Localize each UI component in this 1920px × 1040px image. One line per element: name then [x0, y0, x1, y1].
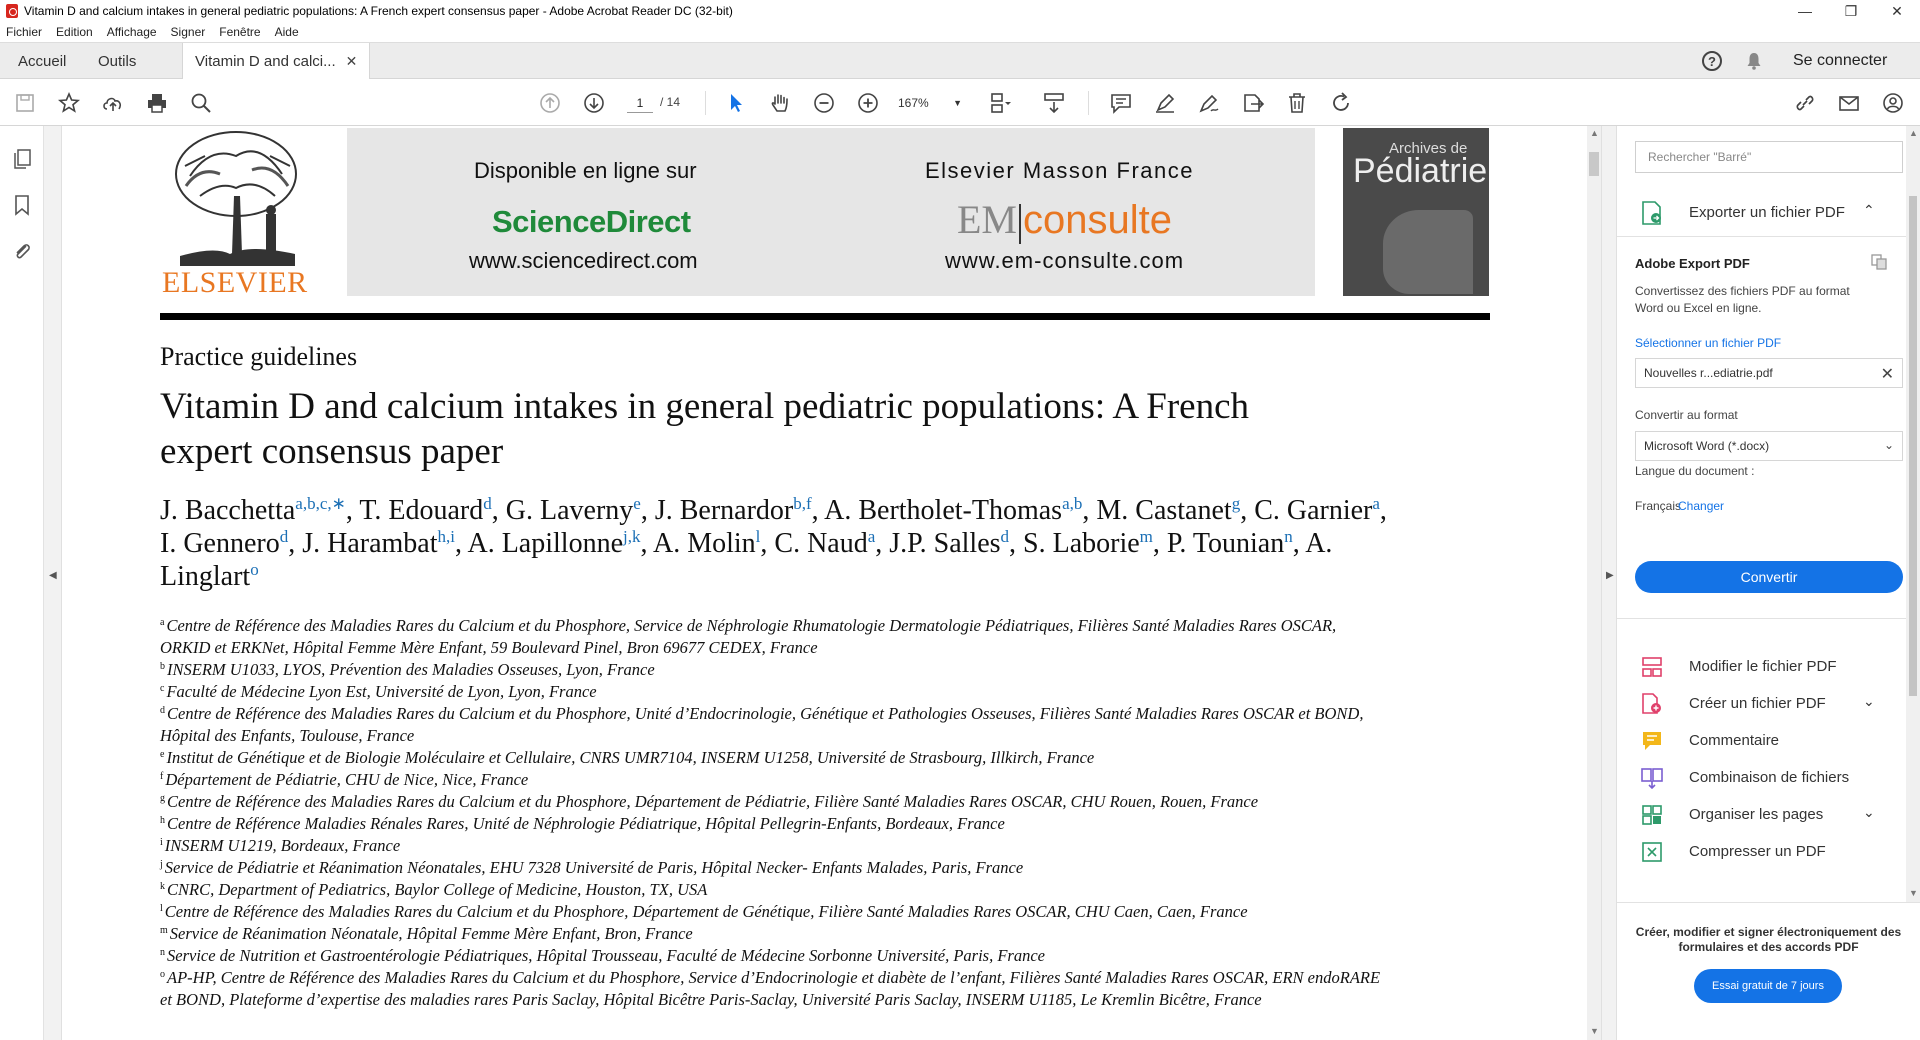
chevron-right-icon: ▶ — [1606, 570, 1614, 581]
promo-footer — [1617, 902, 1920, 1040]
author-name: M. Castanet — [1096, 495, 1232, 526]
author-list — [160, 494, 1390, 593]
consulte-logo-text: consulte — [1023, 198, 1172, 242]
search-icon[interactable] — [188, 90, 214, 116]
page-number-input[interactable]: 1 — [627, 93, 653, 113]
publisher-name: Elsevier Masson France — [925, 158, 1194, 183]
author-name: G. Laverny — [505, 495, 634, 526]
affiliation-text: INSERM U1219, Bordeaux, France — [164, 836, 401, 855]
convert-format-label: Convertir au format — [1635, 408, 1738, 422]
comment-tool-icon — [1641, 730, 1663, 752]
tool-combine-files[interactable] — [1635, 763, 1903, 793]
scroll-up-arrow[interactable]: ▲ — [1909, 128, 1918, 138]
elsevier-wordmark: ELSEVIER — [162, 266, 308, 299]
acrobat-app-icon — [6, 4, 18, 18]
author-separator: , — [1240, 495, 1255, 526]
left-nav-rail — [0, 126, 44, 1040]
author-name: T. Edouard — [359, 495, 484, 526]
affiliation-key: l — [160, 903, 163, 914]
affiliation-text: Faculté de Médecine Lyon Est, Université de Lyon, Lyon, France — [166, 682, 597, 701]
affiliation-key: g — [160, 793, 165, 804]
tool-label: Commentaire — [1689, 732, 1780, 749]
author-name: P. Tounian — [1166, 528, 1285, 559]
help-icon[interactable]: ? — [1702, 51, 1722, 71]
close-window-button[interactable]: ✕ — [1891, 2, 1903, 19]
convert-button[interactable]: Convertir — [1635, 561, 1903, 593]
author-separator: , — [288, 528, 303, 559]
page-total: / 14 — [660, 95, 681, 109]
affiliation-item — [160, 747, 1390, 769]
tool-label: Modifier le fichier PDF — [1689, 658, 1837, 675]
author-affiliation-marker[interactable]: d — [1000, 527, 1010, 546]
header-rule — [160, 313, 1490, 320]
comment-icon[interactable] — [1108, 90, 1134, 116]
divider — [1617, 618, 1906, 619]
restore-button[interactable]: ❐ — [1844, 2, 1858, 19]
author-name: J. Bacchetta — [160, 495, 296, 526]
affiliation-text: Service de Réanimation Néonatale, Hôpital Femme Mère Enfant, Bron, France — [169, 924, 693, 943]
zoom-in-icon[interactable] — [855, 90, 881, 116]
affiliation-item — [160, 615, 1390, 659]
scroll-up-arrow[interactable]: ▲ — [1590, 128, 1599, 138]
affiliation-item — [160, 835, 1390, 857]
attachment-icon[interactable] — [12, 240, 32, 262]
toolbar-divider — [705, 91, 706, 115]
right-panel-toggle[interactable] — [1601, 126, 1617, 1040]
selected-file-field[interactable] — [1635, 358, 1903, 388]
export-pdf-description: Convertissez des fichiers PDF au format Word ou Excel en ligne. — [1635, 284, 1850, 315]
author-name: A. Molin — [652, 528, 756, 559]
sign-icon[interactable] — [1196, 90, 1222, 116]
author-separator: , — [1292, 528, 1306, 559]
author-affiliation-marker[interactable]: j,k — [623, 527, 641, 546]
affiliation-text: INSERM U1033, LYOS, Prévention des Maladies Osseuses, Lyon, France — [167, 660, 655, 679]
affiliation-item — [160, 967, 1390, 1011]
divider — [1617, 236, 1906, 237]
tab-close-icon[interactable]: ✕ — [345, 53, 358, 69]
bookmark-icon[interactable] — [12, 194, 32, 216]
affiliation-text: Centre de Référence des Maladies Rares du Calcium et du Phosphore, Département de Pédiatrie, Filière Santé Maladies Rares OSCAR, CHU Rouen, Rouen, France — [167, 792, 1259, 811]
tab-accueil[interactable]: Accueil — [18, 52, 67, 70]
online-availability-banner — [347, 128, 1315, 296]
affiliation-item — [160, 703, 1390, 747]
tab-document-label: Vitamin D and calci... — [195, 53, 336, 70]
journal-cover-prefix: Archives de — [1389, 140, 1468, 157]
affiliation-key: o — [160, 969, 165, 980]
affiliation-key: n — [160, 947, 165, 958]
sciencedirect-logo: ScienceDirect — [492, 204, 691, 239]
author-name: A. Lapillonne — [467, 528, 624, 559]
tool-comment[interactable] — [1635, 726, 1903, 756]
chevron-down-icon: ⌄ — [1883, 438, 1894, 452]
title-bar — [0, 0, 1920, 22]
pages-thumbnail-icon[interactable] — [12, 148, 32, 170]
author-name: C. Garnier — [1254, 495, 1373, 526]
affiliation-text: Centre de Référence des Maladies Rares du Calcium et du Phosphore, Service de Néphrologie Rhumatologie Dermatologie Pédiatriques, Filières Santé Maladies Rares OSCAR, ORKID et ERKNet, Hôpital Femme Mère Enfant, 59 Boulevard Pinel, Bron 69677 CEDEX, France — [160, 616, 1337, 657]
author-affiliation-marker[interactable]: l — [755, 527, 761, 546]
delete-icon[interactable] — [1284, 90, 1310, 116]
tool-search-input[interactable]: Rechercher "Barré" — [1635, 141, 1903, 173]
tool-label: Compresser un PDF — [1689, 843, 1826, 860]
select-cursor-icon[interactable] — [723, 90, 749, 116]
tab-outils[interactable]: Outils — [98, 52, 137, 70]
bell-icon[interactable] — [1746, 52, 1762, 70]
author-affiliation-marker[interactable]: g — [1231, 494, 1241, 513]
journal-cover-image — [1383, 210, 1473, 294]
scroll-down-arrow[interactable]: ▼ — [1909, 888, 1918, 898]
left-panel-toggle[interactable] — [44, 126, 62, 1040]
author-name: C. Naud — [774, 528, 868, 559]
affiliation-text: CNRC, Department of Pediatrics, Baylor College of Medicine, Houston, TX, USA — [167, 880, 708, 899]
selected-file-name: Nouvelles r...ediatrie.pdf — [1644, 366, 1773, 380]
affiliation-text: Centre de Référence Maladies Rénales Rares, Unité de Néphrologie Pédiatrique, Hôpital Pellegrin-Enfants, Bordeaux, France — [167, 814, 1005, 833]
affiliation-item — [160, 857, 1390, 879]
author-affiliation-marker[interactable]: b,f — [793, 494, 812, 513]
scrollbar-thumb[interactable] — [1909, 196, 1917, 696]
tool-compress-pdf[interactable] — [1635, 837, 1903, 867]
toolbar-divider — [1088, 91, 1089, 115]
chevron-down-icon: ▼ — [953, 98, 962, 108]
author-separator: , — [640, 495, 655, 526]
author-separator: , — [1009, 528, 1024, 559]
sciencedirect-url[interactable]: www.sciencedirect.com — [469, 248, 698, 273]
author-affiliation-marker[interactable]: o — [250, 560, 259, 579]
scroll-down-arrow[interactable]: ▼ — [1590, 1026, 1599, 1036]
format-select[interactable] — [1635, 431, 1903, 461]
affiliation-item — [160, 879, 1390, 901]
export-pdf-label: Exporter un fichier PDF — [1689, 204, 1845, 221]
available-online-label: Disponible en ligne sur — [474, 158, 697, 183]
next-page-icon[interactable] — [581, 90, 607, 116]
menu-signer[interactable]: Signer — [170, 25, 206, 39]
author-separator: , — [811, 495, 825, 526]
clear-file-icon[interactable]: ✕ — [1880, 366, 1894, 383]
author-affiliation-marker[interactable]: d — [483, 494, 492, 513]
affiliation-item — [160, 681, 1390, 703]
tab-document[interactable] — [182, 43, 370, 80]
article-title: Vitamin D and calcium intakes in general pediatric populations: A French expert consensus paper — [160, 386, 1249, 472]
author-name: J. Bernardor — [654, 495, 794, 526]
menu-aide[interactable]: Aide — [274, 25, 299, 39]
tool-label: Organiser les pages — [1689, 806, 1824, 823]
affiliation-text: Centre de Référence des Maladies Rares du Calcium et du Phosphore, Département de Génétique, Filière Santé Maladies Rares OSCAR, CHU Caen, Caen, France — [164, 902, 1248, 921]
compress-pdf-icon — [1641, 841, 1663, 863]
edit-pdf-icon — [1641, 656, 1663, 678]
minimize-button[interactable]: — — [1798, 3, 1812, 19]
affiliation-item — [160, 659, 1390, 681]
menu-fichier[interactable]: Fichier — [6, 25, 43, 39]
author-name: A. Bertholet-Thomas — [824, 495, 1063, 526]
menu-affichage[interactable]: Affichage — [106, 25, 157, 39]
upload-cloud-icon[interactable] — [100, 90, 126, 116]
affiliation-item — [160, 813, 1390, 835]
author-name: J. Harambat — [302, 528, 438, 559]
free-trial-button[interactable]: Essai gratuit de 7 jours — [1694, 969, 1842, 1003]
select-pdf-file-link[interactable]: Sélectionner un fichier PDF — [1635, 336, 1782, 350]
author-separator: , — [640, 528, 653, 559]
zoom-select[interactable] — [898, 93, 962, 113]
previous-page-icon[interactable] — [537, 90, 563, 116]
chevron-down-icon[interactable]: ⌄ — [1863, 693, 1875, 709]
tools-pane-scrollbar[interactable] — [1906, 126, 1920, 902]
affiliation-item — [160, 791, 1390, 813]
author-affiliation-marker[interactable]: d — [279, 527, 289, 546]
menu-edition[interactable]: Edition — [56, 25, 93, 39]
author-affiliation-marker[interactable]: a,b,c,∗ — [295, 494, 346, 513]
rotate-icon[interactable] — [1328, 90, 1354, 116]
author-separator: , — [455, 528, 468, 559]
affiliation-key: m — [160, 925, 168, 936]
menu-fenetre[interactable]: Fenêtre — [219, 25, 261, 39]
affiliation-item — [160, 923, 1390, 945]
document-viewport[interactable] — [62, 126, 1587, 1040]
em-consulte-url[interactable]: www.em-consulte.com — [945, 248, 1185, 273]
affiliation-key: c — [160, 683, 165, 694]
author-name: I. Gennero — [160, 528, 280, 559]
affiliation-key: d — [160, 705, 165, 716]
tool-create-pdf[interactable] — [1635, 689, 1903, 719]
affiliation-text: Centre de Référence des Maladies Rares du Calcium et du Phosphore, Unité d’Endocrinologie, Génétique et Pathologies Osseuses, Filières Santé Maladies Rares OSCAR et BOND, Hôpital des Enfants, Toulouse, France — [160, 704, 1364, 745]
author-separator: , — [1379, 495, 1387, 526]
account-icon[interactable] — [1880, 90, 1906, 116]
author-affiliation-marker[interactable]: h,i — [437, 527, 456, 546]
affiliation-item — [160, 769, 1390, 791]
author-name: S. Laborie — [1023, 528, 1140, 559]
create-pdf-icon — [1641, 693, 1663, 715]
em-consulte-logo — [957, 196, 1172, 244]
export-pdf-icon — [1641, 201, 1663, 225]
highlight-pen-icon[interactable] — [1152, 90, 1178, 116]
affiliation-text: Service de Nutrition et Gastroentérologie Pédiatriques, Hôpital Trousseau, Faculté de Médecine Sorbonne Université, Paris, France — [167, 946, 1046, 965]
affiliation-text: Département de Pédiatrie, CHU de Nice, Nice, France — [165, 770, 529, 789]
organize-pages-icon — [1641, 804, 1663, 826]
document-language-label: Langue du document : — [1635, 464, 1755, 478]
author-name: A. Linglart — [160, 528, 1333, 592]
scroll-mode-icon[interactable] — [1041, 90, 1067, 116]
author-affiliation-marker[interactable]: m — [1139, 527, 1153, 546]
author-separator: , — [1152, 528, 1167, 559]
tools-pane — [1617, 126, 1920, 1040]
em-logo-text: EM — [957, 197, 1017, 242]
affiliation-text: Service de Pédiatrie et Réanimation Néonatales, EHU 7328 Université de Paris, Hôpital Necker- Enfants Malades, Paris, France — [164, 858, 1024, 877]
author-separator: , — [1082, 495, 1097, 526]
affiliation-key: j — [160, 859, 163, 870]
chevron-left-icon: ◀ — [49, 570, 57, 581]
affiliation-list — [160, 615, 1390, 1011]
hand-tool-icon[interactable] — [767, 90, 793, 116]
affiliation-key: a — [160, 617, 165, 628]
format-select-value: Microsoft Word (*.docx) — [1644, 439, 1770, 453]
promo-text: Créer, modifier et signer électroniquement des formulaires et des accords PDF — [1635, 925, 1902, 954]
save-icon[interactable] — [12, 90, 38, 116]
affiliation-key: e — [160, 749, 165, 760]
scrollbar-thumb[interactable] — [1589, 152, 1599, 176]
affiliation-text: AP-HP, Centre de Référence des Maladies Rares du Calcium et du Phosphore, Service d’Endocrinologie et diabète de l’enfant, Filières Santé Maladies Rares OSCAR, ERN endoRARE et BOND, Plateforme d’expertise des maladies rares Paris Saclay, Hôpital Bicêtre Paris-Saclay, Université Paris Saclay, INSERM U1185, Le Kremlin Bicêtre, France — [160, 968, 1381, 1009]
menu-bar — [0, 22, 1920, 42]
export-pdf-heading: Adobe Export PDF — [1635, 256, 1750, 271]
document-scrollbar[interactable] — [1587, 126, 1601, 1040]
chevron-up-icon[interactable]: ⌃ — [1863, 202, 1875, 218]
author-affiliation-marker[interactable]: n — [1284, 527, 1293, 546]
tool-label: Combinaison de fichiers — [1689, 769, 1850, 786]
tool-edit-pdf[interactable] — [1635, 652, 1903, 682]
author-affiliation-marker[interactable]: e — [633, 494, 641, 513]
journal-cover — [1343, 128, 1489, 296]
affiliation-key: b — [160, 661, 165, 672]
author-separator: , — [875, 528, 890, 559]
affiliation-item — [160, 901, 1390, 923]
chevron-down-icon[interactable]: ⌄ — [1863, 804, 1875, 820]
affiliation-key: k — [160, 881, 165, 892]
sign-in-link[interactable]: Se connecter — [1793, 52, 1888, 69]
tool-organize-pages[interactable] — [1635, 800, 1903, 830]
affiliation-text: Institut de Génétique et de Biologie Moléculaire et Cellulaire, CNRS UMR7104, INSERM U1258, Université de Strasbourg, Illkirch, France — [166, 748, 1095, 767]
export-pdf-section-header[interactable] — [1635, 196, 1899, 228]
author-affiliation-marker[interactable]: a — [867, 527, 876, 546]
zoom-out-icon[interactable] — [811, 90, 837, 116]
author-name: J.P. Salles — [889, 528, 1001, 559]
print-icon[interactable] — [144, 90, 170, 116]
author-separator: , — [345, 495, 360, 526]
tool-label: Créer un fichier PDF — [1689, 695, 1826, 712]
tab-bar — [0, 42, 1920, 79]
author-affiliation-marker[interactable]: a,b — [1062, 494, 1083, 513]
window-title: Vitamin D and calcium intakes in general pediatric populations: A French expert consensus paper - Adobe Acrobat Reader DC (32-bit) — [24, 4, 733, 18]
journal-cover-title: Pédiatrie — [1353, 152, 1488, 190]
change-language-link[interactable]: Changer — [1678, 499, 1725, 513]
main-toolbar — [0, 79, 1920, 126]
page-layout-icon[interactable] — [988, 90, 1014, 116]
email-icon[interactable] — [1836, 90, 1862, 116]
export-icon[interactable] — [1240, 90, 1266, 116]
combine-files-icon — [1641, 767, 1663, 789]
affiliation-key: i — [160, 837, 163, 848]
article-type: Practice guidelines — [160, 342, 358, 371]
share-link-icon[interactable] — [1792, 90, 1818, 116]
zoom-value: 167% — [898, 96, 929, 110]
affiliation-item — [160, 945, 1390, 967]
document-language-value: Français — [1635, 499, 1682, 513]
author-separator: , — [760, 528, 775, 559]
logo-divider — [1019, 204, 1021, 244]
author-separator: , — [491, 495, 506, 526]
affiliation-key: h — [160, 815, 165, 826]
star-icon[interactable] — [56, 90, 82, 116]
export-info-icon[interactable] — [1871, 254, 1887, 270]
author-affiliation-marker[interactable]: a — [1372, 494, 1380, 513]
affiliation-key: f — [160, 771, 164, 782]
